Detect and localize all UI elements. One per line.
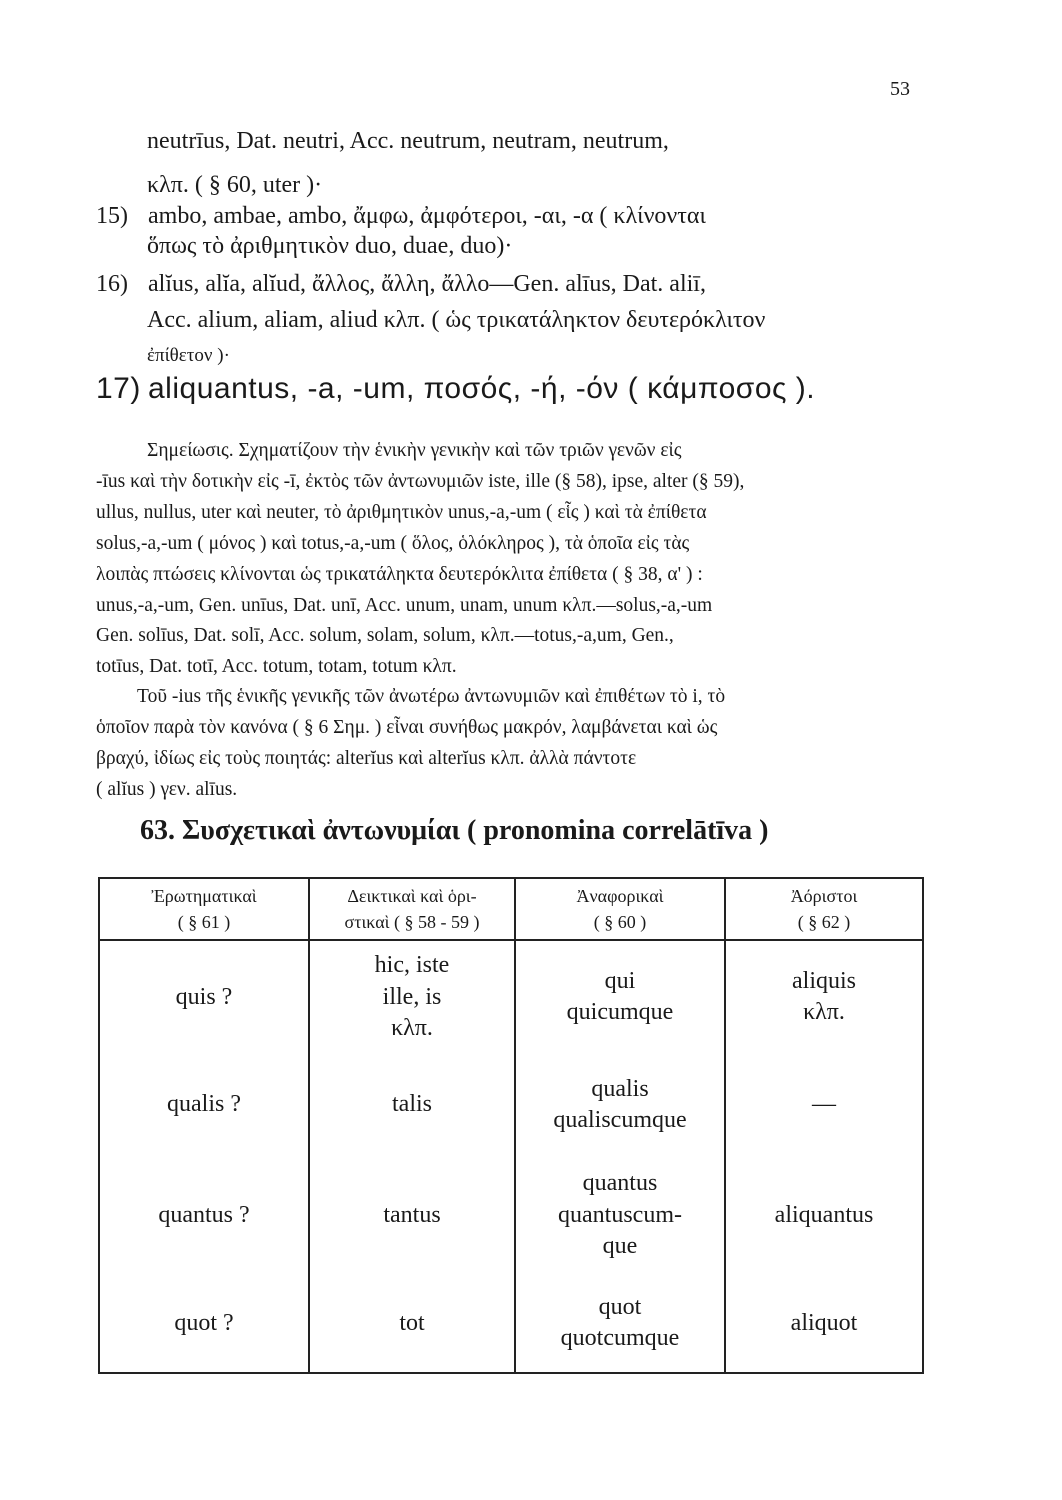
note-line: unus,-a,-um, Gen. unīus, Dat. unī, Acc. unum, unam, unum κλπ.—solus,-a,-um <box>96 595 713 616</box>
list-item-15 <box>96 203 706 230</box>
table-cell: quantus quantuscum- que <box>515 1156 725 1274</box>
note-line: ὁποῖον παρὰ τὸν κανόνα ( § 6 Σημ. ) εἶναι συνήθως μακρόν, λαμβάνεται καὶ ὡς <box>96 717 718 738</box>
table-cell: qui quicumque <box>515 940 725 1053</box>
header-interrogative: Ἐρωτηματικαὶ ( § 61 ) <box>99 878 309 940</box>
table-cell: aliquis κλπ. <box>725 940 923 1053</box>
table-row <box>99 1053 923 1156</box>
table-cell: qualis ? <box>99 1053 309 1156</box>
item-number: 16) <box>96 271 128 297</box>
note-line: totīus, Dat. totī, Acc. totum, totam, totum κλπ. <box>96 656 457 677</box>
table-cell: quantus ? <box>99 1156 309 1274</box>
table-cell: tantus <box>309 1156 515 1274</box>
text-line: κλπ. ( § 60, uter )· <box>147 172 323 198</box>
table-header-row <box>99 878 923 940</box>
item-text: aliquantus, -a, -um, ποσός, -ή, -όν ( κάμποσος ). <box>148 372 816 405</box>
note-line: solus,-a,-um ( μόνος ) καὶ totus,-a,-um ( ὅλος, ὁλόκληρος ), τὰ ὁποῖα εἰς τὰς <box>96 533 690 554</box>
table-cell: quot ? <box>99 1274 309 1373</box>
note-line: λοιπὰς πτώσεις κλίνονται ὡς τρικατάληκτα δευτερόκλιτα ἐπίθετα ( § 38, α' ) : <box>96 564 703 585</box>
text-line: ὅπως τὸ ἀριθμητικὸν duo, duae, duo)· <box>147 233 513 259</box>
table-cell: aliquantus <box>725 1156 923 1274</box>
list-item-16 <box>96 271 706 298</box>
text-line: neutrīus, Dat. neutri, Acc. neutrum, neutram, neutrum, <box>147 128 669 154</box>
header-relative: Ἀναφορικαὶ ( § 60 ) <box>515 878 725 940</box>
item-text: ambo, ambae, ambo, ἄμφω, ἀμφότεροι, -αι, -α ( κλίνονται <box>148 203 706 229</box>
table-cell: — <box>725 1053 923 1156</box>
table-cell: hic, iste ille, is κλπ. <box>309 940 515 1053</box>
note-line: Σημείωσις. Σχηματίζουν τὴν ἑνικὴν γενικὴν καὶ τῶν τριῶν γενῶν εἰς <box>147 440 682 461</box>
note-line: ( alĭus ) γεν. alīus. <box>96 779 238 800</box>
note-line: ullus, nullus, uter καὶ neuter, τὸ ἀριθμητικὸν unus,-a,-um ( εἷς ) καὶ τὰ ἐπίθετα <box>96 502 707 523</box>
item-number: 17) <box>96 372 141 405</box>
list-item-17 <box>96 372 815 406</box>
header-demonstrative: Δεικτικαὶ καὶ ὁρι- στικαὶ ( § 58 - 59 ) <box>309 878 515 940</box>
note-line: βραχύ, ἰδίως εἰς τοὺς ποιητάς: alterĭus καὶ alterĭus κλπ. ἀλλὰ πάντοτε <box>96 748 637 769</box>
section-title: 63. Συσχετικαὶ ἀντωνυμίαι ( pronomina correlātīva ) <box>140 815 769 846</box>
table-cell: talis <box>309 1053 515 1156</box>
table-cell: quis ? <box>99 940 309 1053</box>
header-indefinite: Ἀόριστοι ( § 62 ) <box>725 878 923 940</box>
table-cell: aliquot <box>725 1274 923 1373</box>
note-line: -īus καὶ τὴν δοτικὴν εἰς -ī, ἐκτὸς τῶν ἀντωνυμιῶν iste, ille (§ 58), ipse, alter (§ 59), <box>96 471 745 492</box>
item-number: 15) <box>96 203 128 229</box>
correlative-table <box>98 877 924 1374</box>
table-cell: qualis qualiscumque <box>515 1053 725 1156</box>
note-line: Τοῦ -ius τῆς ἑνικῆς γενικῆς τῶν ἀνωτέρω ἀντωνυμιῶν καὶ ἐπιθέτων τὸ i, τὸ <box>137 686 726 707</box>
table-cell: tot <box>309 1274 515 1373</box>
item-text: alĭus, alĭa, alĭud, ἄλλος, ἄλλη, ἄλλο—Gen. alīus, Dat. aliī, <box>148 271 706 297</box>
table-row <box>99 940 923 1053</box>
note-line: Gen. solīus, Dat. solī, Acc. solum, solam, solum, κλπ.—totus,-a,um, Gen., <box>96 625 674 646</box>
text-line: ἐπίθετον )· <box>147 345 230 366</box>
text-line: Acc. alium, aliam, aliud κλπ. ( ὡς τρικατάληκτον δευτερόκλιτον <box>147 307 766 333</box>
table-cell: quot quotcumque <box>515 1274 725 1373</box>
table-row <box>99 1156 923 1274</box>
table-row <box>99 1274 923 1373</box>
page-number: 53 <box>890 78 910 100</box>
